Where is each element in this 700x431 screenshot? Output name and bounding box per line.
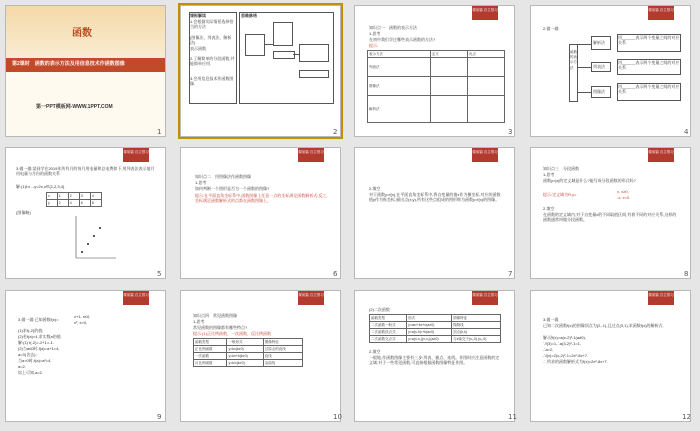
slide-thumbnail-9[interactable]	[5, 290, 166, 422]
table-cell: 双曲线	[263, 360, 302, 367]
slide-number: 10	[333, 413, 342, 421]
section-heading: 知识点二 用图像法作函数图像	[195, 174, 251, 179]
fill-text: 在函数的定义域内,对于自变量x的不同取值区间,有着不同的对应关系,这样的函数通常叫做分段函数。	[543, 212, 677, 223]
solution-line: 综上可知,a=2.	[18, 370, 44, 375]
slide-thumbnail-6[interactable]	[180, 147, 341, 279]
solution-line: (2)若f(a)=4,求实数a的值.	[18, 334, 62, 339]
question-label: 2.填空	[543, 206, 555, 211]
table-cell: 4	[90, 193, 101, 200]
table-cell	[467, 58, 504, 77]
slide-thumbnail-1[interactable]	[5, 5, 166, 137]
header-badge: 课前篇 自主预习	[648, 148, 674, 162]
table-cell: 二次函数一般式	[370, 322, 407, 329]
table-cell: 6	[79, 200, 90, 207]
table-cell: y=k/x(k≠0)	[227, 360, 263, 367]
header-badge: 课前篇 自主预习	[298, 291, 324, 305]
left-line: 1.会根据实际情景选择恰当的方法	[190, 19, 234, 30]
left-line: (图像法、列表法、解析法)	[190, 35, 232, 46]
fill-text: 对于函数y=f(x),在平面直角坐标系中,将自变量的值x作为横坐标,对应的函数值y作为纵坐标,描出点(x,y),所有这些点组成的图形称为函数y=f(x)的图像。	[369, 192, 501, 203]
mindmap-node	[273, 51, 295, 59]
slide-number: 3	[508, 128, 513, 136]
table-cell: y=a(x-x₁)(x-x₂)(a≠0)	[407, 336, 452, 343]
slide-title: 函数	[72, 28, 92, 39]
table-cell: 2	[57, 200, 68, 207]
question-label: 1.思考	[195, 180, 207, 185]
question-text: 在初中我们学过哪些表示函数的方法?	[369, 37, 436, 42]
solution-line: a=2.	[18, 364, 26, 369]
slide-thumbnail-5[interactable]	[5, 147, 166, 279]
connector	[578, 67, 591, 68]
mindmap-node	[299, 70, 329, 78]
slide-number: 8	[684, 270, 689, 278]
solution-line: ∴f(x)=2(x-2)²-1=2x²-8x+7.	[543, 353, 589, 358]
slide-number: 1	[157, 128, 162, 136]
slide-thumbnail-11[interactable]	[354, 290, 515, 422]
slide-thumbnail-10[interactable]	[180, 290, 341, 422]
section-heading: 知识点一 函数的表示方法	[369, 25, 417, 30]
question-label: 2.填空	[369, 349, 381, 354]
table-cell: 与x轴交于(x₁,0),(x₂,0)	[452, 336, 501, 343]
solution-line: ∵f(3)=1,∴a(3-2)²-1=1,	[543, 341, 581, 346]
left-line: 2.了解简单的分段函数,并能简单应用.	[190, 56, 235, 67]
question-text: 函数y=|x|的定义域是什么?能写成分段函数的形式吗?	[543, 178, 636, 183]
table-cell: 顶点(h,k)	[452, 329, 501, 336]
case-line: -x, x<0.	[617, 195, 631, 200]
question-text: 已知二次函数f(x)的图像顶点为(2,-1),且过点(3,1),求函数f(x)的解析式.	[543, 323, 664, 328]
table-cell: y=kx(k≠0)	[227, 346, 263, 353]
solution-line: ∴a=2,	[543, 347, 554, 352]
slide-number: 9	[157, 413, 162, 421]
data-point	[81, 251, 83, 253]
exercise-text: 3.做一做:某同学在2019年所有月的每月用电量和总电费如下,用列表法表示他月用电量与月份的函数关系	[16, 166, 155, 177]
table-cell: 过原点的直线	[263, 346, 302, 353]
solution-line: 当a>0时,f(a)=a²=4,	[18, 358, 52, 363]
branch-label: 列表法	[593, 64, 605, 69]
header-badge: 课前篇 自主预习	[472, 148, 498, 162]
note-text: 用______表示两个变量之间的对应关系	[618, 84, 680, 95]
section-heading: 知识点四 常见函数图像	[193, 313, 237, 318]
exercise-text: 3.做一做:已知函数f(x)=	[18, 317, 59, 322]
table-cell	[430, 96, 467, 123]
table-cell: 1	[57, 193, 68, 200]
case-line: x, x≥0,	[617, 189, 629, 194]
answer-label: 提示:定义域为R,y=	[543, 192, 577, 197]
value-table	[46, 192, 102, 207]
table-cell: 函数类型	[370, 315, 407, 322]
slide-number: 7	[508, 270, 513, 278]
data-point	[93, 235, 95, 237]
slide-number: 2	[333, 128, 338, 136]
table-cell: 解析法	[368, 96, 431, 123]
header-badge: 课前篇 自主预习	[123, 291, 149, 305]
exercise-label: 2.做一做:	[543, 26, 560, 31]
methods-table	[367, 50, 505, 123]
table-cell: 二次函数交点式	[370, 336, 407, 343]
header-badge: 课前篇 自主预习	[123, 148, 149, 162]
slide-thumbnail-12[interactable]	[530, 290, 691, 422]
question-label: 1.思考	[193, 319, 205, 324]
slide-thumbnail-7[interactable]	[354, 147, 515, 279]
table-cell	[430, 58, 467, 77]
solution-line: 解:设f(x)=a(x-2)²-1(a≠0),	[543, 335, 586, 340]
table-cell: y=kx+b(k≠0)	[227, 353, 263, 360]
note-text: 用______表示两个变量之间的对应关系	[618, 35, 680, 46]
connector	[578, 92, 591, 93]
section-heading: 知识点三 分段函数	[543, 166, 579, 171]
table-cell: 3	[79, 193, 90, 200]
table-cell: 列表法	[368, 58, 431, 77]
branch-label: 解析法	[593, 40, 605, 45]
slide-number: 12	[682, 413, 691, 421]
slide-thumbnail-8[interactable]	[530, 147, 691, 279]
solution-line: 解:(1) f(-2)=-2+1=-1.	[18, 340, 54, 345]
mindmap-node	[273, 22, 293, 46]
slide-number: 11	[508, 413, 517, 421]
left-line: 3.会用信息技术作函数图像.	[190, 76, 234, 87]
table-cell: 8	[90, 200, 101, 207]
slide-subtitle: 第2课时 函数的表示方法及用信息技术作函数图像	[12, 61, 125, 67]
note-text: 用______表示两个变量之间的对应关系	[618, 60, 680, 71]
header-badge: 课前篇 自主预习	[298, 148, 324, 162]
table-cell: 4	[68, 200, 79, 207]
answer-text: 提示:在平面直角坐标系中,函数图像上任意一点的坐标满足函数解析式;反之,坐标满足函数解析式的点都在函数图像上。	[195, 193, 328, 204]
header-badge: 课前篇 自主预习	[648, 291, 674, 305]
table-cell: 一次函数	[194, 353, 227, 360]
question-text: 如何判断一个图形是否为一个函数的图像?	[195, 186, 270, 191]
left-title: 课标解读	[190, 13, 206, 18]
table-cell	[430, 77, 467, 96]
answer-text: 提示:(1)正比例函数、一次函数、反比例函数	[193, 331, 271, 336]
header-badge: 课前篇 自主预习	[472, 291, 498, 305]
table-cell: y=a(x-h)²+k(a≠0)	[407, 329, 452, 336]
case-line: x+1, x≤0,	[74, 314, 91, 319]
table-cell: 形式	[407, 315, 452, 322]
table-cell: 优点	[467, 51, 504, 58]
solution-text: 解:(1)f:x→y=2x,x∈{1,2,3,4}	[16, 184, 65, 189]
graph-label: (图像略)	[16, 210, 31, 215]
question-label: 1.思考	[543, 172, 555, 177]
scatter-graph	[68, 214, 118, 262]
table-cell: 表示方法	[368, 51, 431, 58]
solution-line: ∴所求的函数解析式为f(x)=2x²-8x+7.	[543, 359, 608, 364]
data-point	[99, 227, 101, 229]
table-cell: y	[47, 200, 58, 207]
case-line: x², x>0,	[74, 320, 88, 325]
table-cell: y=ax²+bx+c(a≠0)	[407, 322, 452, 329]
slide-footer: 第一PPT模板网-WWW.1PPT.COM	[36, 104, 113, 110]
function-table	[193, 338, 303, 367]
table-cell: 函数类型	[194, 339, 227, 346]
right-title: 思维脉络	[241, 13, 257, 18]
slide-number: 6	[333, 270, 338, 278]
table-cell: 一般形式	[227, 339, 263, 346]
header-badge: 课前篇 自主预习	[648, 6, 674, 20]
table-cell: 抛物线	[452, 322, 501, 329]
table-cell	[467, 77, 504, 96]
mindmap-node	[299, 44, 329, 62]
question-text: 常见函数的图像都有哪些特点?	[193, 325, 248, 330]
data-point	[87, 243, 89, 245]
left-line: 表示函数.	[190, 46, 208, 51]
solution-line: a=3(舍去);	[18, 352, 37, 357]
section-heading: (2)二次函数	[369, 307, 390, 312]
table-cell: 图像法	[368, 77, 431, 96]
table-cell: 定义	[430, 51, 467, 58]
slide-thumbnail-4[interactable]	[530, 5, 691, 137]
question-label: 1.思考	[369, 31, 381, 36]
solution-line: (1)求f(-2)的值;	[18, 328, 44, 333]
connector	[265, 44, 273, 45]
slide-thumbnail-2[interactable]	[180, 5, 341, 137]
question-label: 2.填空	[369, 186, 381, 191]
table-cell: 二次函数顶点式	[370, 329, 407, 336]
table-cell: 正比例函数	[194, 346, 227, 353]
slide-number: 4	[684, 128, 689, 136]
slide-thumbnail-3[interactable]	[354, 5, 515, 137]
fill-text: 一般地,作函数图像主要有三步:列表、描点、连线。作图时应注意函数的定义域,对于一些常见函数,可直接根据函数图像特征作图。	[369, 355, 500, 366]
table-cell	[467, 96, 504, 123]
connector	[578, 44, 591, 45]
slide-number: 5	[157, 270, 162, 278]
mindmap-node	[245, 34, 265, 56]
solution-line: (2)当a≤0时,f(a)=a+1=4,	[18, 346, 60, 351]
quadratic-table	[369, 314, 501, 343]
branch-label: 图像法	[593, 89, 605, 94]
connector	[293, 54, 299, 55]
answer-label: 提示:	[369, 43, 379, 48]
table-cell: 反比例函数	[194, 360, 227, 367]
table-cell: 2	[68, 193, 79, 200]
table-cell: x	[47, 193, 58, 200]
question-label: 3.做一做	[543, 317, 559, 322]
table-cell: 图像特征	[452, 315, 501, 322]
header-badge: 课前篇 自主预习	[472, 6, 498, 20]
root-node-label: 函数的表示方法	[570, 50, 577, 70]
table-cell: 图像特征	[263, 339, 302, 346]
table-cell: 直线	[263, 353, 302, 360]
